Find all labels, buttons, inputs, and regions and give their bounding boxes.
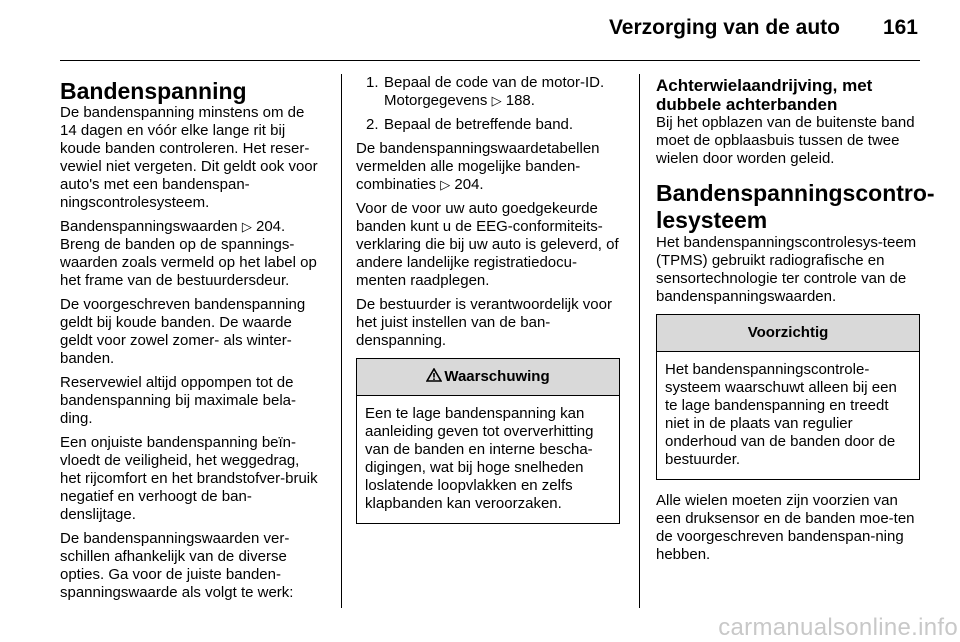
paragraph: Alle wielen moeten zijn voorzien van een druksensor en de banden moe-ten de voorgeschreven bandenspan-ning hebben.: [656, 492, 915, 563]
heading-bandenspanning: Bandenspanning: [60, 78, 247, 104]
reference-arrow-icon: ▷: [491, 93, 502, 108]
column-3: [656, 74, 935, 570]
paragraph-with-reference: Bandenspanningswaarden ▷ 204. Breng de banden op de spannings-waarden zoals vermeld op het label op het frame van de bestuurdersdeur.: [60, 218, 317, 289]
warning-title: Waarschuwing: [444, 368, 550, 385]
column-divider-1: [341, 74, 342, 608]
paragraph-with-reference: De bandenspanningswaardetabellen vermelden alle mogelijke banden-combinaties ▷ 204.: [356, 140, 600, 193]
paragraph: De bandenspanning minstens om de 14 dagen en vóór elke lange rit bij koude banden controleren. Het reser-vewiel niet vergeten. Dit geldt ook voor auto's met een bandenspan-ningscontrolesysteem.: [60, 104, 318, 211]
reference-arrow-icon: ▷: [241, 219, 252, 234]
warning-box: [356, 358, 620, 524]
paragraph: Een onjuiste bandenspanning beïn-vloedt de veiligheid, het weggedrag, het rijcomfort en het brandstofver-bruik negatief en verhoogt de ban-denslijtage.: [60, 434, 318, 523]
list-item: 1. Bepaal de code van de motor-ID. Motorgegevens ▷ 188.: [366, 74, 605, 109]
paragraph: De bandenspanningswaarden ver-schillen afhankelijk van de diverse opties. Ga voor de juiste banden-spanningswaarde als volgt te werk:: [60, 530, 294, 601]
paragraph: De bestuurder is verantwoordelijk voor het juist instellen van de ban-denspanning.: [356, 296, 612, 349]
caution-text: Het bandenspanningscontrole-systeem waarschuwt alleen bij een te lage bandenspanning en treedt niet in de plaats van regulier onderhoud van de banden door de bestuurder.: [665, 361, 897, 468]
paragraph: De voorgeschreven bandenspanning geldt bij koude banden. De waarde geldt voor zowel zomer- als winter-banden.: [60, 296, 306, 367]
column-divider-2: [639, 74, 640, 608]
warning-box-header: [357, 359, 619, 396]
paragraph: Het bandenspanningscontrolesys-teem (TPMS) gebruikt radiografische en sensortechnologie ter controle van de bandenspanningswaarden.: [656, 234, 917, 305]
page-reference[interactable]: 204.: [454, 176, 484, 193]
caution-box-header: Voorzichtig: [657, 315, 919, 352]
warning-text: Een te lage bandenspanning kan aanleiding geven tot oververhitting van de banden en interne bescha-digingen, wat bij hoge snelheden loslatende loopvlakken en zelfs klapbanden kan veroorzaken.: [365, 405, 594, 512]
column-1: [60, 74, 324, 608]
section-title: Verzorging van de auto: [608, 16, 840, 39]
watermark: carmanualsonline.info: [718, 614, 958, 641]
reference-arrow-icon: ▷: [440, 177, 451, 192]
paragraph: Voor de voor uw auto goedgekeurde banden kunt u de EEG-conformiteits-verklaring die bij uw auto is geleverd, of andere landelijke registratiedocu-menten raadplegen.: [356, 200, 619, 289]
page-header: [60, 0, 920, 64]
paragraph: Reservewiel altijd oppompen tot de bandenspanning bij maximale bela-ding.: [60, 374, 296, 427]
header-divider: [60, 60, 920, 61]
page-reference[interactable]: 204.: [255, 218, 286, 235]
page-reference[interactable]: 188.: [505, 92, 535, 109]
heading-tpms: Bandenspanningscontro-lesysteem: [656, 180, 935, 233]
subheading-rear-wheel-drive: Achterwielaandrijving, met dubbele achterbanden: [656, 76, 873, 114]
step-list: [356, 74, 620, 134]
caution-box: [656, 314, 920, 480]
paragraph: Bij het opblazen van de buitenste band moet de opblaasbuis tussen de twee wielen door worden geleid.: [656, 114, 915, 167]
list-item: 2. Bepaal de betreffende band.: [366, 116, 574, 133]
warning-triangle-icon: [426, 368, 442, 382]
column-2: [356, 74, 620, 536]
page-number: 161: [882, 16, 918, 39]
